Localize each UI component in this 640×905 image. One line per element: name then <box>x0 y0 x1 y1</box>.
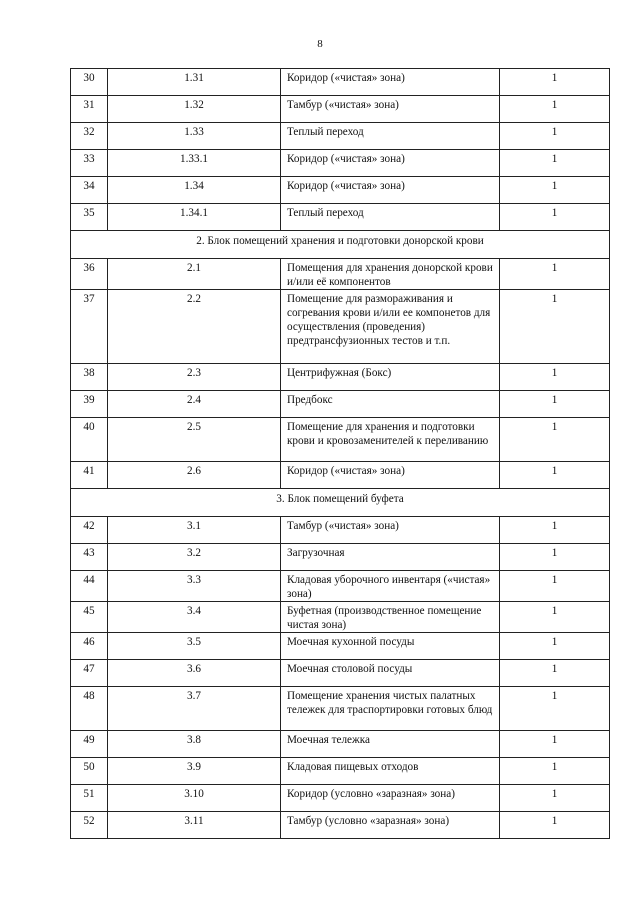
room-name-cell: Кладовая уборочного инвентаря («чистая» зона) <box>281 571 500 602</box>
room-name-cell: Коридор («чистая» зона) <box>281 69 500 96</box>
row-number-cell: 45 <box>71 602 108 633</box>
room-quantity-cell: 1 <box>500 544 610 571</box>
row-number-cell: 38 <box>71 364 108 391</box>
room-quantity-cell: 1 <box>500 633 610 660</box>
room-name-cell: Помещение для хранения и подготовки крови и кровозаменителей к переливанию <box>281 418 500 462</box>
row-number-cell: 34 <box>71 177 108 204</box>
section-header-row <box>71 489 610 517</box>
room-name-cell: Тамбур («чистая» зона) <box>281 517 500 544</box>
room-code-cell: 2.5 <box>108 418 281 462</box>
room-quantity-cell: 1 <box>500 259 610 290</box>
row-number-cell: 35 <box>71 204 108 231</box>
room-name-cell: Центрифужная (Бокс) <box>281 364 500 391</box>
room-quantity-cell: 1 <box>500 391 610 418</box>
row-number-cell: 50 <box>71 758 108 785</box>
room-quantity-cell: 1 <box>500 731 610 758</box>
room-quantity-cell: 1 <box>500 69 610 96</box>
room-code-cell: 2.4 <box>108 391 281 418</box>
room-code-cell: 3.8 <box>108 731 281 758</box>
room-name-cell: Моечная кухонной посуды <box>281 633 500 660</box>
room-quantity-cell: 1 <box>500 602 610 633</box>
room-quantity-cell: 1 <box>500 418 610 462</box>
table-row <box>71 69 610 96</box>
table-row <box>71 571 610 602</box>
room-code-cell: 1.31 <box>108 69 281 96</box>
room-name-cell: Коридор (условно «заразная» зона) <box>281 785 500 812</box>
row-number-cell: 43 <box>71 544 108 571</box>
room-quantity-cell: 1 <box>500 462 610 489</box>
room-name-cell: Моечная тележка <box>281 731 500 758</box>
room-code-cell: 3.1 <box>108 517 281 544</box>
table-row <box>71 204 610 231</box>
table-row <box>71 660 610 687</box>
room-quantity-cell: 1 <box>500 758 610 785</box>
room-code-cell: 1.33.1 <box>108 150 281 177</box>
room-code-cell: 2.1 <box>108 259 281 290</box>
room-name-cell: Кладовая пищевых отходов <box>281 758 500 785</box>
row-number-cell: 44 <box>71 571 108 602</box>
room-name-cell: Коридор («чистая» зона) <box>281 177 500 204</box>
table-row <box>71 602 610 633</box>
row-number-cell: 47 <box>71 660 108 687</box>
table-row <box>71 812 610 839</box>
table-row <box>71 462 610 489</box>
row-number-cell: 33 <box>71 150 108 177</box>
table-row <box>71 544 610 571</box>
room-code-cell: 3.9 <box>108 758 281 785</box>
table-row <box>71 633 610 660</box>
rooms-table-body <box>71 69 610 839</box>
room-code-cell: 2.6 <box>108 462 281 489</box>
section-header-row <box>71 231 610 259</box>
table-row <box>71 758 610 785</box>
room-quantity-cell: 1 <box>500 517 610 544</box>
table-row <box>71 364 610 391</box>
room-code-cell: 3.3 <box>108 571 281 602</box>
room-name-cell: Коридор («чистая» зона) <box>281 150 500 177</box>
table-row <box>71 391 610 418</box>
room-name-cell: Помещение хранения чистых палатных тележек для траспортировки готовых блюд <box>281 687 500 731</box>
row-number-cell: 41 <box>71 462 108 489</box>
table-row <box>71 259 610 290</box>
row-number-cell: 42 <box>71 517 108 544</box>
room-code-cell: 1.34.1 <box>108 204 281 231</box>
section-title: 3. Блок помещений буфета <box>71 489 610 517</box>
room-name-cell: Коридор («чистая» зона) <box>281 462 500 489</box>
room-quantity-cell: 1 <box>500 123 610 150</box>
row-number-cell: 30 <box>71 69 108 96</box>
row-number-cell: 51 <box>71 785 108 812</box>
row-number-cell: 49 <box>71 731 108 758</box>
room-quantity-cell: 1 <box>500 150 610 177</box>
room-quantity-cell: 1 <box>500 785 610 812</box>
row-number-cell: 31 <box>71 96 108 123</box>
room-name-cell: Тамбур («чистая» зона) <box>281 96 500 123</box>
row-number-cell: 36 <box>71 259 108 290</box>
room-code-cell: 3.5 <box>108 633 281 660</box>
room-quantity-cell: 1 <box>500 364 610 391</box>
row-number-cell: 32 <box>71 123 108 150</box>
row-number-cell: 52 <box>71 812 108 839</box>
room-name-cell: Теплый переход <box>281 204 500 231</box>
room-quantity-cell: 1 <box>500 687 610 731</box>
room-code-cell: 3.6 <box>108 660 281 687</box>
room-code-cell: 3.4 <box>108 602 281 633</box>
room-quantity-cell: 1 <box>500 660 610 687</box>
room-code-cell: 2.3 <box>108 364 281 391</box>
room-quantity-cell: 1 <box>500 571 610 602</box>
table-row <box>71 177 610 204</box>
room-quantity-cell: 1 <box>500 177 610 204</box>
room-quantity-cell: 1 <box>500 812 610 839</box>
room-quantity-cell: 1 <box>500 96 610 123</box>
table-row <box>71 687 610 731</box>
room-name-cell: Буфетная (производственное помещение чистая зона) <box>281 602 500 633</box>
room-quantity-cell: 1 <box>500 290 610 364</box>
room-code-cell: 3.7 <box>108 687 281 731</box>
row-number-cell: 46 <box>71 633 108 660</box>
table-row <box>71 123 610 150</box>
table-row <box>71 517 610 544</box>
table-row <box>71 150 610 177</box>
row-number-cell: 39 <box>71 391 108 418</box>
room-code-cell: 1.32 <box>108 96 281 123</box>
room-quantity-cell: 1 <box>500 204 610 231</box>
section-title: 2. Блок помещений хранения и подготовки донорской крови <box>71 231 610 259</box>
room-code-cell: 3.10 <box>108 785 281 812</box>
room-code-cell: 1.33 <box>108 123 281 150</box>
rooms-table <box>70 68 610 839</box>
row-number-cell: 40 <box>71 418 108 462</box>
table-row <box>71 96 610 123</box>
room-name-cell: Загрузочная <box>281 544 500 571</box>
room-name-cell: Моечная столовой посуды <box>281 660 500 687</box>
table-row <box>71 290 610 364</box>
room-code-cell: 2.2 <box>108 290 281 364</box>
room-name-cell: Предбокс <box>281 391 500 418</box>
table-row <box>71 731 610 758</box>
room-name-cell: Тамбур (условно «заразная» зона) <box>281 812 500 839</box>
row-number-cell: 48 <box>71 687 108 731</box>
room-name-cell: Помещение для размораживания и согревания крови и/или ее компонетов для осуществления (проведения) предтрансфузионных тестов и т.п. <box>281 290 500 364</box>
row-number-cell: 37 <box>71 290 108 364</box>
room-code-cell: 1.34 <box>108 177 281 204</box>
page-number: 8 <box>317 38 323 50</box>
table-row <box>71 418 610 462</box>
room-name-cell: Теплый переход <box>281 123 500 150</box>
room-name-cell: Помещения для хранения донорской крови и/или её компонентов <box>281 259 500 290</box>
room-code-cell: 3.2 <box>108 544 281 571</box>
table-row <box>71 785 610 812</box>
room-code-cell: 3.11 <box>108 812 281 839</box>
